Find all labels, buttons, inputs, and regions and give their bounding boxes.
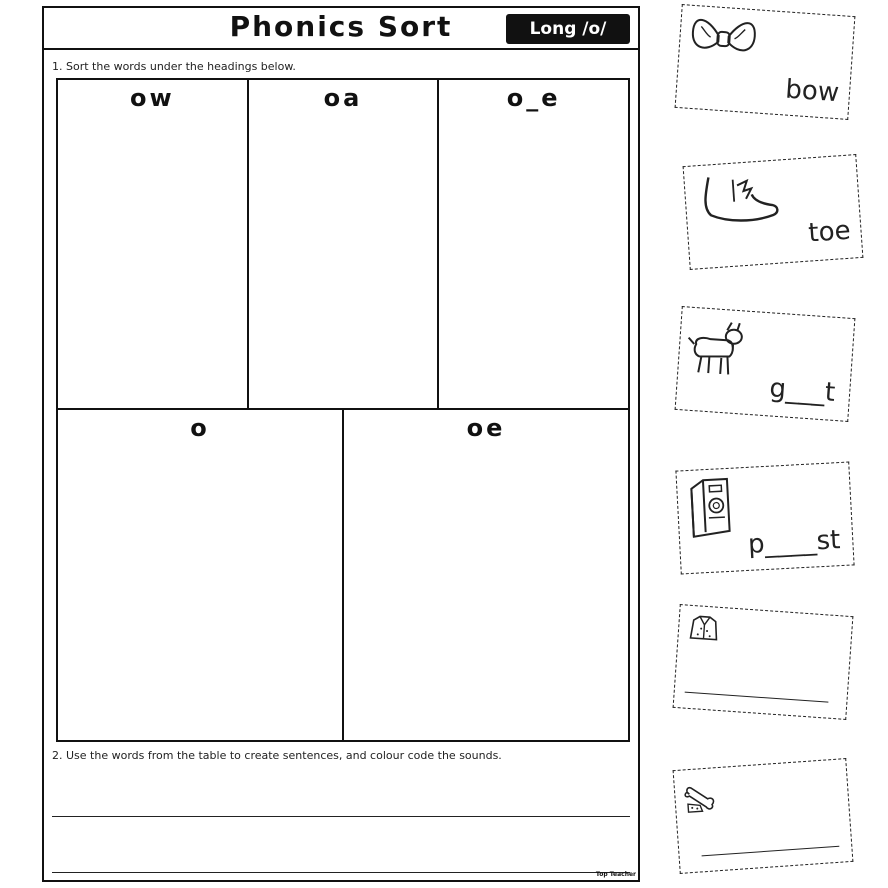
word-card-blank-1[interactable] (673, 604, 854, 720)
column-heading: ow (130, 84, 175, 112)
word-card-toe[interactable] (683, 154, 864, 270)
goat-icon (684, 314, 754, 382)
word-card-goat[interactable] (675, 306, 856, 422)
worksheet (42, 6, 640, 882)
card-word: bow (784, 74, 841, 109)
sort-column-oa[interactable] (247, 80, 438, 408)
column-heading: oe (466, 414, 506, 442)
instruction-sentences: 2. Use the words from the table to create sentences, and colour code the sounds. (52, 749, 502, 762)
brand-logo: Top Teacher (595, 871, 636, 878)
foot-icon (690, 168, 784, 229)
sort-column-o-e[interactable] (437, 80, 628, 408)
answer-line[interactable] (685, 692, 829, 703)
sort-table-bottom-row (56, 408, 630, 742)
card-word: g___t (768, 373, 837, 408)
word-card-blank-2[interactable] (673, 758, 854, 874)
sort-table-top-row (56, 78, 630, 410)
page-title: Phonics Sort (229, 10, 453, 43)
coat-icon (686, 612, 722, 644)
card-word: p____st (747, 525, 842, 560)
writing-line[interactable] (52, 872, 630, 873)
word-card-post[interactable] (675, 462, 854, 575)
answer-line[interactable] (702, 846, 840, 857)
card-word: toe (807, 215, 852, 249)
instruction-sort: 1. Sort the words under the headings below. (52, 60, 296, 73)
word-card-bow[interactable] (675, 4, 856, 120)
post-box-icon (683, 475, 736, 542)
column-heading: o_e (506, 84, 561, 112)
bow-tie-icon (687, 12, 760, 67)
sort-column-oe[interactable] (342, 410, 628, 740)
column-heading: oa (323, 84, 363, 112)
worksheet-header (44, 8, 638, 50)
sort-column-ow[interactable] (58, 80, 247, 408)
writing-line[interactable] (52, 816, 630, 817)
dog-bone-icon (683, 782, 719, 814)
sort-column-o[interactable] (58, 410, 342, 740)
column-heading: o (190, 414, 210, 442)
sound-badge: Long /o/ (506, 14, 630, 44)
